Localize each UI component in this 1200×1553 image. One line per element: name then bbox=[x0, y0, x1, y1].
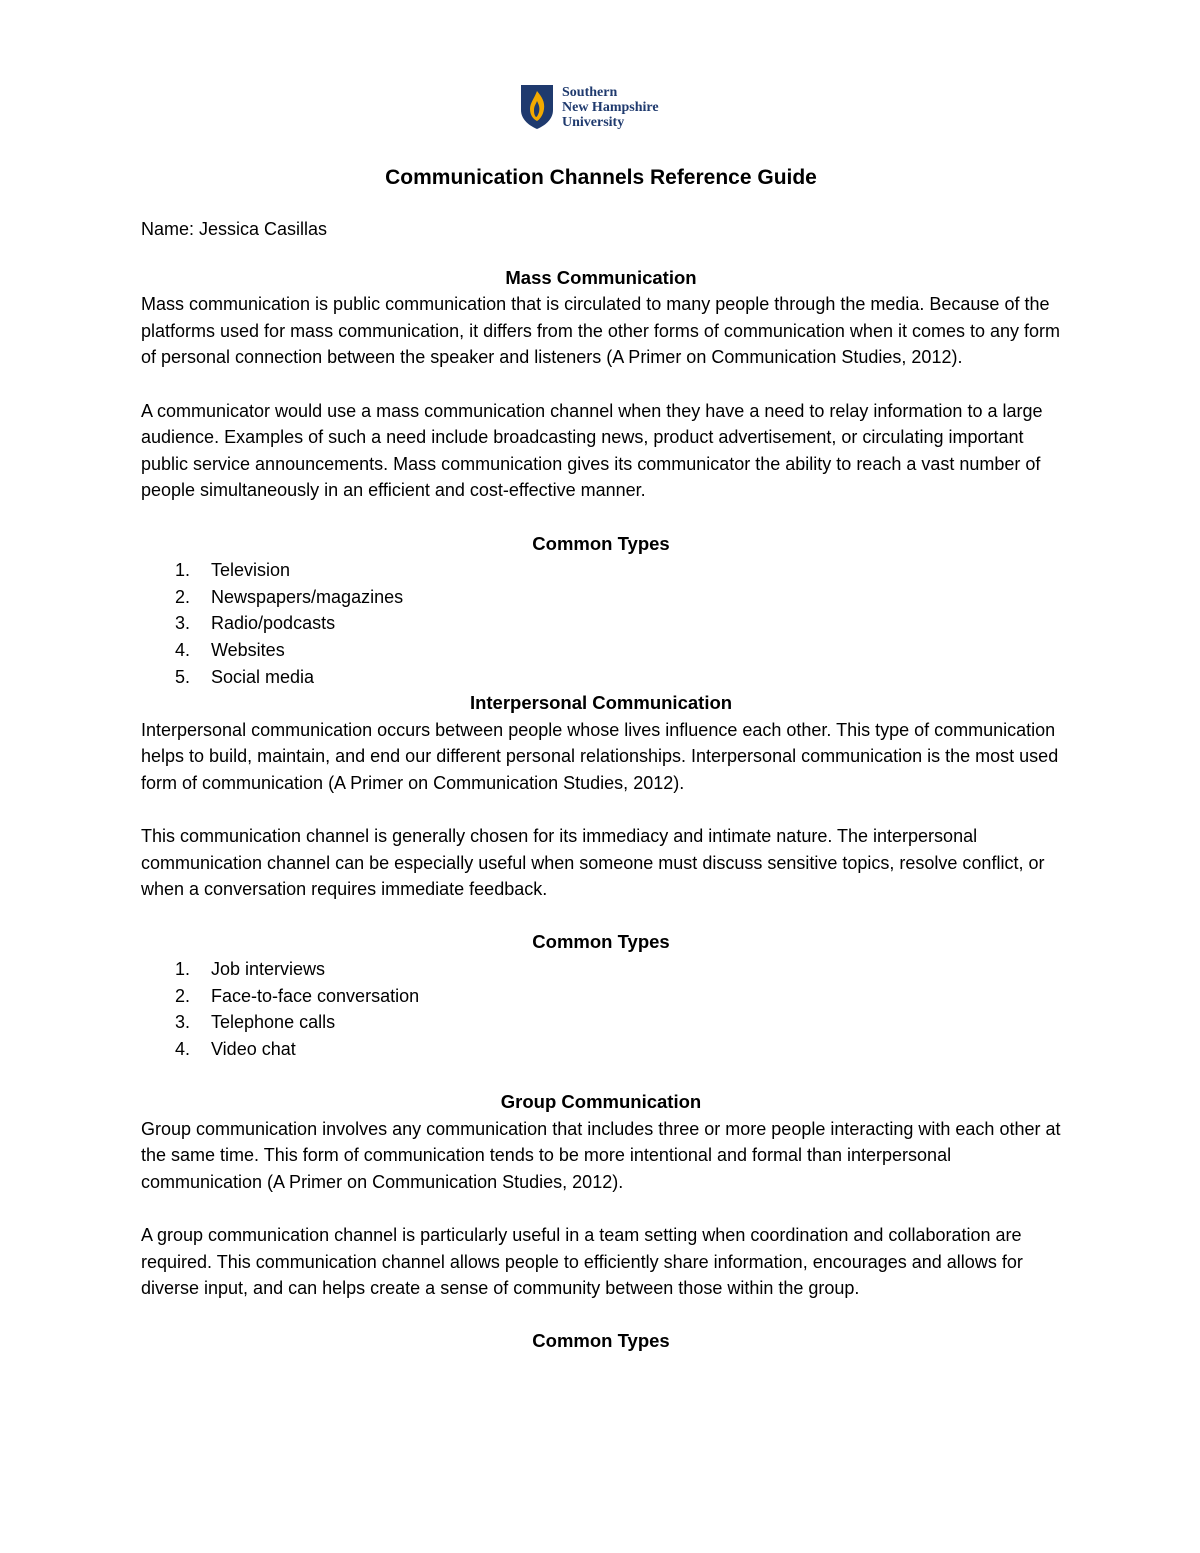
list-item bbox=[141, 1009, 1061, 1036]
snhu-shield-flame-icon bbox=[520, 84, 554, 130]
list-item bbox=[141, 610, 1061, 637]
section-heading: Group Communication bbox=[500, 1091, 702, 1112]
list-item bbox=[141, 956, 1061, 983]
document-body bbox=[141, 162, 1061, 1355]
list-item-text: Television bbox=[211, 560, 291, 581]
section-interpersonal-communication bbox=[141, 690, 1061, 1062]
list-item-text: Face-to-face conversation bbox=[211, 985, 420, 1006]
section-mass-communication bbox=[141, 265, 1061, 691]
section-paragraph: Interpersonal communication occurs between people whose lives influence each other. This type of communication helps to build, maintain, and end our different personal relationships. Interpersonal communication is the most used form of communication (A Primer on Communication Studies, 2012). bbox=[141, 719, 1059, 793]
list-item-number: 5. bbox=[175, 666, 191, 687]
list-item-text: Video chat bbox=[211, 1038, 296, 1059]
common-types-list bbox=[141, 956, 1061, 1062]
list-item bbox=[141, 637, 1061, 664]
section-heading: Interpersonal Communication bbox=[469, 692, 733, 714]
list-item-number: 4. bbox=[175, 1038, 191, 1059]
university-logo bbox=[520, 84, 659, 130]
logo-line-3: University bbox=[562, 114, 625, 130]
section-paragraph: Mass communication is public communication that is circulated to many people through the media. Because of the platforms used for mass communication, it differs from the other forms of communication when it comes to any form of personal connection between the speaker and listeners (A Primer on Communication Studies, 2012). bbox=[141, 294, 1061, 368]
section-paragraph: A group communication channel is particularly useful in a team setting when coordination and collaboration are required. This communication channel allows people to efficiently share information, encourages and allows for diverse input, and can helps create a sense of community between those within the group. bbox=[141, 1224, 1023, 1299]
list-item-text: Telephone calls bbox=[211, 1012, 336, 1033]
section-paragraph: Group communication involves any communication that includes three or more people interacting with each other at the same time. This form of communication tends to be more intentional and formal than interpersonal communication (A Primer on Communication Studies, 2012). bbox=[141, 1118, 1061, 1192]
list-item-text: Radio/podcasts bbox=[211, 613, 336, 634]
list-item-text: Social media bbox=[211, 666, 315, 687]
list-item-text: Websites bbox=[211, 639, 285, 660]
list-item-number: 3. bbox=[175, 613, 191, 634]
list-item-number: 2. bbox=[175, 985, 191, 1006]
list-item bbox=[141, 664, 1061, 691]
list-item-number: 1. bbox=[175, 560, 191, 581]
section-heading: Mass Communication bbox=[505, 266, 697, 288]
list-item-number: 1. bbox=[175, 959, 191, 980]
section-group-communication bbox=[141, 1089, 1061, 1355]
list-item bbox=[141, 557, 1061, 584]
common-types-heading: Common Types bbox=[532, 931, 670, 953]
common-types-heading: Common Types bbox=[532, 1330, 670, 1352]
logo-line-2: New Hampshire bbox=[562, 99, 659, 115]
list-item bbox=[141, 983, 1061, 1010]
common-types-list bbox=[141, 557, 1061, 690]
student-name: Name: Jessica Casillas bbox=[141, 219, 328, 239]
document-title: Communication Channels Reference Guide bbox=[385, 166, 817, 189]
list-item-text: Job interviews bbox=[211, 959, 326, 980]
logo-wordmark bbox=[562, 85, 659, 130]
common-types-heading: Common Types bbox=[532, 532, 670, 554]
section-paragraph: A communicator would use a mass communication channel when they have a need to relay information to a large audience. Examples of such a need include broadcasting news, product advertisement, or circulating important public service announcements. Mass communication gives its communicator the ability to reach a vast number of people simultaneously in an efficient and cost-effective manner. bbox=[141, 400, 1043, 501]
logo-line-1: Southern bbox=[562, 84, 618, 100]
list-item bbox=[141, 1036, 1061, 1063]
list-item bbox=[141, 584, 1061, 611]
list-item-text: Newspapers/magazines bbox=[211, 586, 404, 607]
list-item-number: 3. bbox=[175, 1012, 191, 1033]
list-item-number: 2. bbox=[175, 586, 191, 607]
list-item-number: 4. bbox=[175, 639, 191, 660]
section-paragraph: This communication channel is generally chosen for its immediacy and intimate nature. The interpersonal communication channel can be especially useful when someone must discuss sensitive topics, resolve conflict, or when a conversation requires immediate feedback. bbox=[141, 826, 1045, 900]
